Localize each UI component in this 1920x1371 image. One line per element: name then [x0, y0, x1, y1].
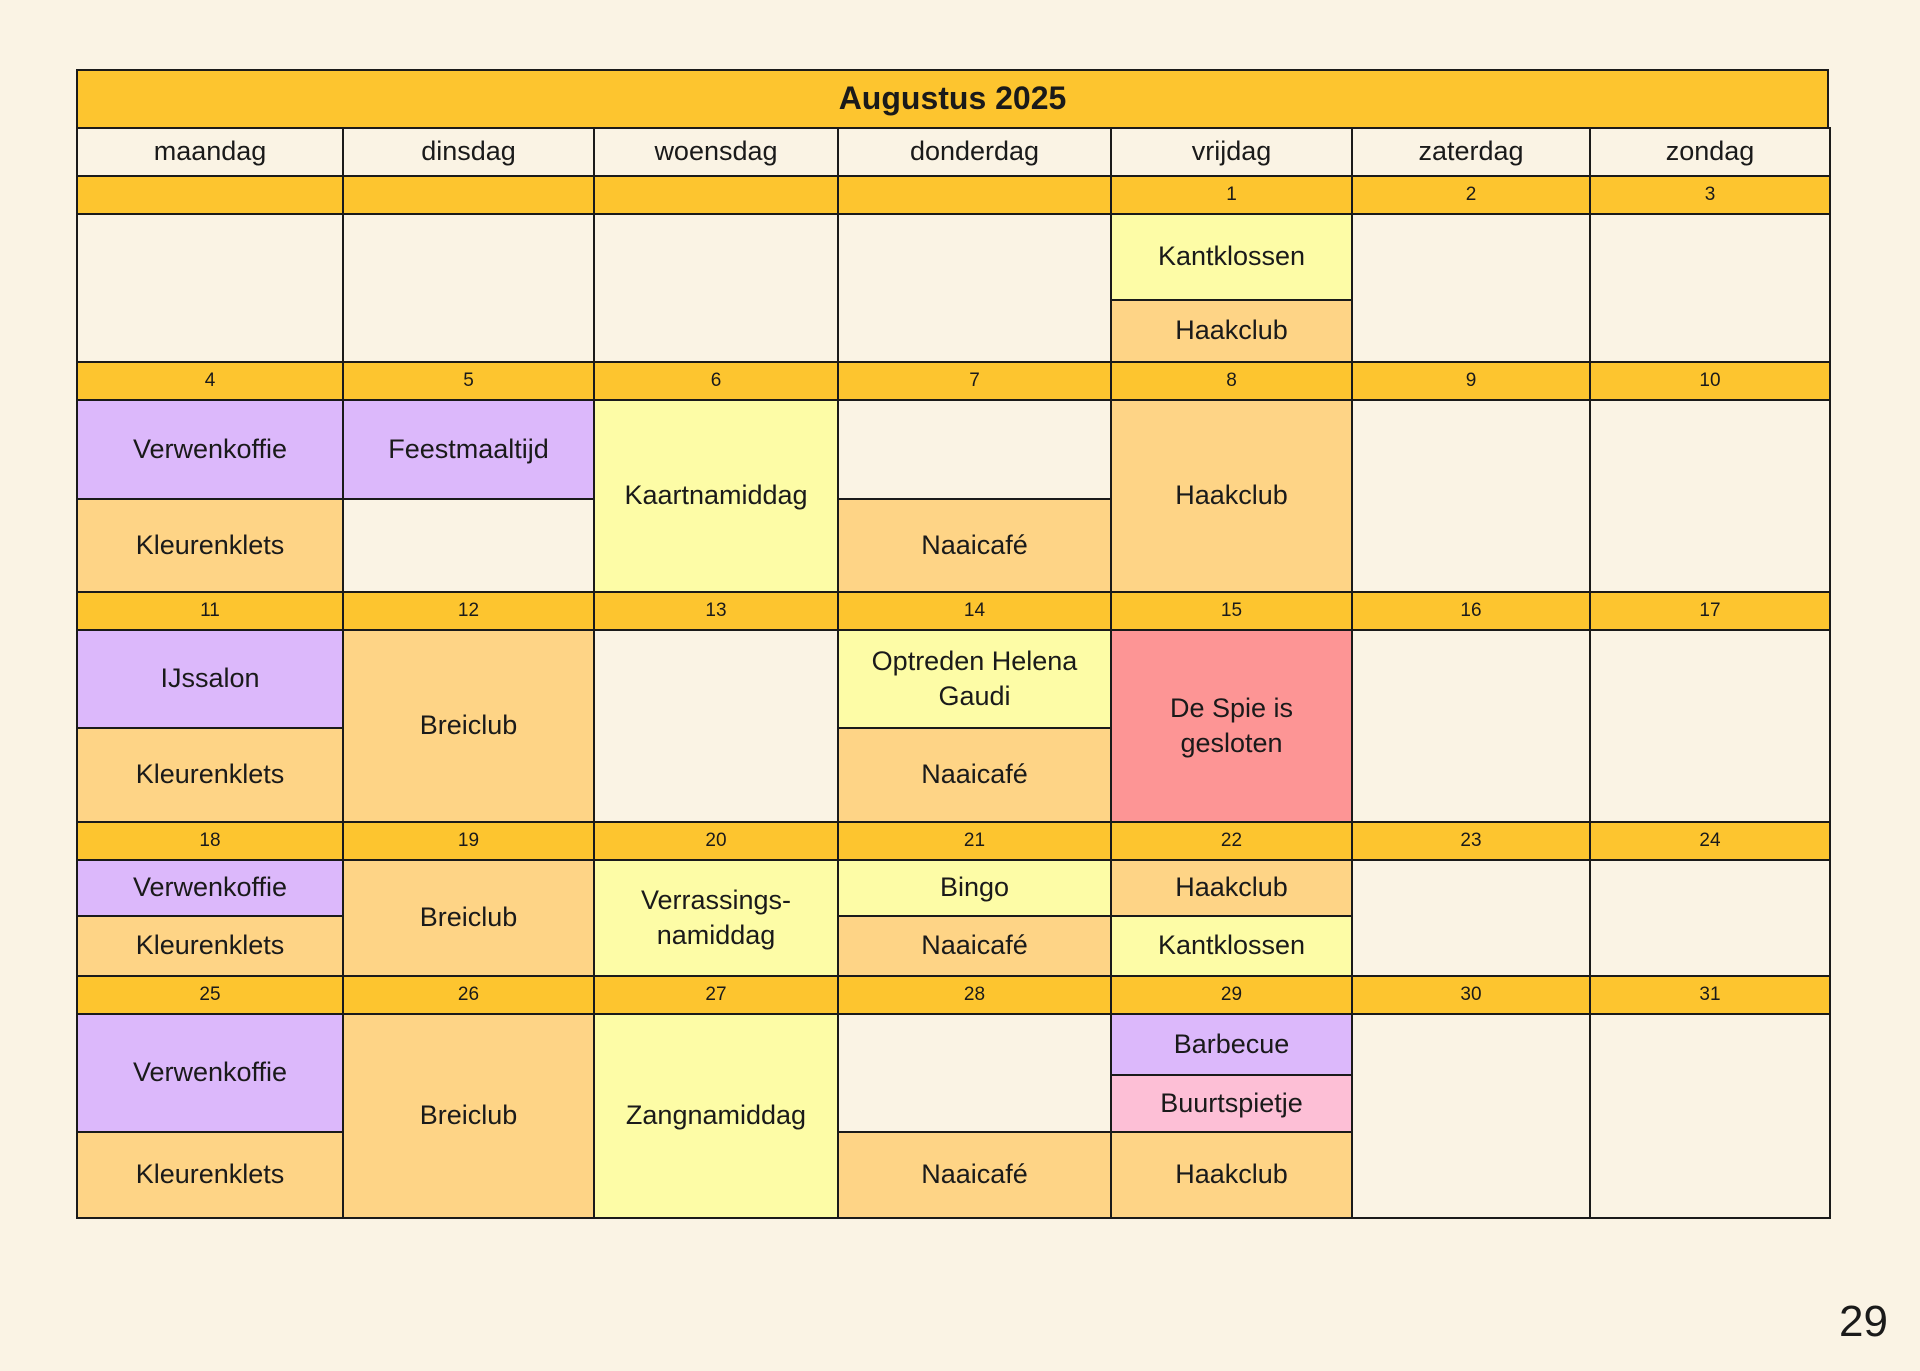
event-block: Haakclub	[1110, 399, 1353, 593]
date-cell: 18	[76, 821, 344, 861]
event-block: Haakclub	[1110, 1131, 1353, 1219]
empty-day-cell	[342, 213, 595, 363]
event-block: Breiclub	[342, 629, 595, 823]
event-block: Verrassings- namiddag	[593, 859, 839, 977]
event-block: Kleurenklets	[76, 498, 344, 593]
date-cell: 20	[593, 821, 839, 861]
date-cell: 14	[837, 591, 1112, 631]
date-cell: 16	[1351, 591, 1591, 631]
event-block: Haakclub	[1110, 859, 1353, 917]
date-cell: 12	[342, 591, 595, 631]
event-block: Zangnamiddag	[593, 1013, 839, 1219]
event-block: Buurtspietje	[1110, 1074, 1353, 1133]
date-cell: 30	[1351, 975, 1591, 1015]
date-cell: 28	[837, 975, 1112, 1015]
calendar-grid	[76, 69, 1829, 1216]
event-block: De Spie is gesloten	[1110, 629, 1353, 823]
date-cell	[76, 175, 344, 215]
page-number: 29	[1839, 1297, 1888, 1346]
date-cell: 8	[1110, 361, 1353, 401]
event-block: IJssalon	[76, 629, 344, 729]
empty-day-cell	[1589, 629, 1831, 823]
event-block: Optreden Helena Gaudi	[837, 629, 1112, 729]
date-cell: 11	[76, 591, 344, 631]
event-block: Haakclub	[1110, 299, 1353, 363]
weekday-header-dinsdag: dinsdag	[342, 127, 595, 177]
empty-day-cell	[76, 213, 344, 363]
event-block: Breiclub	[342, 1013, 595, 1219]
date-cell: 6	[593, 361, 839, 401]
date-cell: 2	[1351, 175, 1591, 215]
date-cell: 17	[1589, 591, 1831, 631]
date-cell: 24	[1589, 821, 1831, 861]
event-block: Kleurenklets	[76, 727, 344, 823]
weekday-header-zondag: zondag	[1589, 127, 1831, 177]
event-block: Feestmaaltijd	[342, 399, 595, 500]
date-cell	[837, 175, 1112, 215]
event-block: Naaicafé	[837, 1131, 1112, 1219]
weekday-header-maandag: maandag	[76, 127, 344, 177]
event-block: Kantklossen	[1110, 915, 1353, 977]
event-block: Naaicafé	[837, 498, 1112, 593]
event-block: Kantklossen	[1110, 213, 1353, 301]
empty-day-cell	[1589, 1013, 1831, 1219]
event-block: Naaicafé	[837, 727, 1112, 823]
empty-day-cell	[1589, 213, 1831, 363]
date-cell: 25	[76, 975, 344, 1015]
date-cell: 13	[593, 591, 839, 631]
event-block: Barbecue	[1110, 1013, 1353, 1076]
date-cell: 3	[1589, 175, 1831, 215]
event-block: Bingo	[837, 859, 1112, 917]
date-cell: 9	[1351, 361, 1591, 401]
weekday-header-vrijdag: vrijdag	[1110, 127, 1353, 177]
event-block: Verwenkoffie	[76, 1013, 344, 1133]
empty-day-cell	[1351, 399, 1591, 593]
date-cell: 1	[1110, 175, 1353, 215]
empty-day-cell	[837, 213, 1112, 363]
weekday-header-woensdag: woensdag	[593, 127, 839, 177]
empty-day-cell	[1351, 629, 1591, 823]
weekday-header-donderdag: donderdag	[837, 127, 1112, 177]
event-block: Kleurenklets	[76, 915, 344, 977]
empty-day-cell	[1351, 859, 1591, 977]
event-block: Breiclub	[342, 859, 595, 977]
date-cell	[593, 175, 839, 215]
weekday-header-zaterdag: zaterdag	[1351, 127, 1591, 177]
empty-day-cell	[593, 629, 839, 823]
event-block: Verwenkoffie	[76, 859, 344, 917]
date-cell: 21	[837, 821, 1112, 861]
empty-day-cell	[593, 213, 839, 363]
date-cell: 29	[1110, 975, 1353, 1015]
date-cell: 31	[1589, 975, 1831, 1015]
date-cell: 23	[1351, 821, 1591, 861]
event-block: Kleurenklets	[76, 1131, 344, 1219]
date-cell	[342, 175, 595, 215]
event-block: Kaartnamiddag	[593, 399, 839, 593]
date-cell: 4	[76, 361, 344, 401]
calendar-title: Augustus 2025	[76, 69, 1829, 129]
empty-day-cell	[1351, 213, 1591, 363]
empty-day-cell	[1589, 859, 1831, 977]
date-cell: 22	[1110, 821, 1353, 861]
date-cell: 7	[837, 361, 1112, 401]
date-cell: 15	[1110, 591, 1353, 631]
date-cell: 26	[342, 975, 595, 1015]
empty-day-cell	[1351, 1013, 1591, 1219]
date-cell: 10	[1589, 361, 1831, 401]
date-cell: 27	[593, 975, 839, 1015]
event-block: Naaicafé	[837, 915, 1112, 977]
date-cell: 19	[342, 821, 595, 861]
event-block: Verwenkoffie	[76, 399, 344, 500]
date-cell: 5	[342, 361, 595, 401]
empty-day-cell	[1589, 399, 1831, 593]
